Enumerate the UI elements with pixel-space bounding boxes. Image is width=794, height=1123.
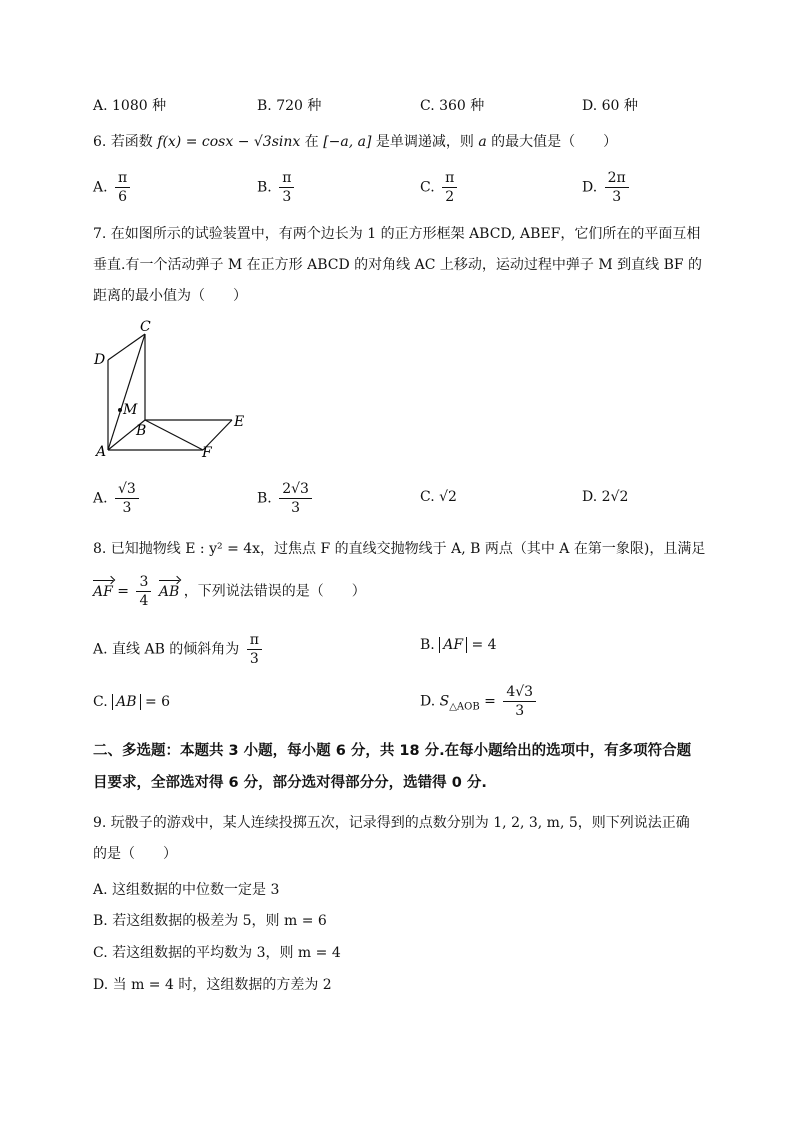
equals: =: [117, 583, 130, 600]
option-letter: D.: [582, 489, 598, 505]
option-letter: B.: [257, 490, 272, 507]
label-a: A: [96, 444, 107, 460]
q5-option-d: D. 60 种: [582, 98, 638, 114]
q6-stem: [93, 131, 617, 151]
label-f: F: [202, 445, 212, 461]
edge-dc: [108, 334, 145, 360]
numerator: √3: [115, 481, 139, 499]
denominator: 3: [291, 500, 301, 516]
q6-option-a: [93, 170, 133, 205]
option-value: = 4: [471, 637, 497, 653]
q7-figure: [90, 316, 260, 466]
option-letter: C.: [420, 489, 435, 505]
q8-option-d: [420, 684, 539, 719]
fraction: [136, 574, 151, 609]
numerator: 4√3: [503, 684, 536, 702]
q6-option-c: [420, 170, 460, 205]
q7-option-a: [93, 481, 142, 516]
denominator: 3: [612, 189, 622, 205]
option-value: = 6: [144, 694, 171, 710]
fraction: [115, 170, 130, 205]
q9-option-c: C. 若这组数据的平均数为 3，则 m = 4: [93, 945, 341, 961]
q6-interval: [−a, a]: [323, 134, 372, 150]
option-letter: A.: [93, 490, 108, 507]
numerator: π: [279, 170, 294, 188]
q7-option-d: [582, 489, 628, 505]
numerator: π: [442, 170, 457, 188]
denominator: 6: [118, 189, 128, 205]
denominator: 3: [515, 703, 525, 719]
denominator: 3: [282, 189, 292, 205]
q8-option-a: [93, 632, 265, 667]
q6-post: 是单调递减，则: [375, 134, 474, 150]
numerator: 3: [136, 574, 151, 592]
option-letter: B.: [420, 637, 435, 653]
q9-option-a: A. 这组数据的中位数一定是 3: [93, 882, 280, 898]
q9-stem: 9. 玩骰子的游戏中，某人连续投掷五次，记录得到的点数分别为 1, 2, 3, m, 5，则下列说法正确的是（ ）: [93, 815, 690, 862]
option-value: √2: [439, 489, 457, 505]
vector-af: AF: [93, 583, 113, 600]
vector-ab: AB: [158, 583, 180, 600]
option-letter: C.: [93, 694, 108, 710]
fraction: [115, 481, 139, 516]
q6-option-d: [582, 170, 632, 205]
denominator: 4: [139, 593, 149, 609]
label-c: C: [140, 319, 151, 335]
area-subscript: △AOB: [449, 701, 480, 713]
fraction: [503, 684, 536, 719]
q6-pre: 若函数: [110, 134, 153, 150]
option-letter: D.: [420, 693, 436, 710]
q6-function: f(x) = cosx − √3sinx: [157, 134, 301, 150]
q5-option-c: C. 360 种: [420, 98, 485, 114]
point-m: [118, 408, 122, 412]
q6-option-b: [257, 170, 297, 205]
absolute-value: AF: [439, 637, 467, 653]
label-d: D: [94, 352, 106, 368]
q8-option-b: [420, 637, 497, 653]
q6-var: a: [478, 134, 487, 150]
q8-stem-line2: [93, 574, 366, 609]
fraction: [247, 632, 262, 667]
q9-option-d: D. 当 m = 4 时，这组数据的方差为 2: [93, 977, 332, 993]
fraction: [279, 481, 312, 516]
q7-stem: 7. 在如图所示的试验装置中，有两个边长为 1 的正方形框架 ABCD, ABEF，它们所在的平面互相垂直.有一个活动弹子 M 在正方形 ABCD 的对角线 AC 上移动，运动过程中弹子 M 到直线 BF 的距离的最小值为（ ）: [93, 226, 703, 304]
q8-stem-line1: 8. 已知抛物线 E : y² = 4x，过焦点 F 的直线交抛物线于 A, B 两点（其中 A 在第一象限)，且满足: [93, 541, 706, 557]
fraction: [279, 170, 294, 205]
fraction: [605, 170, 629, 205]
q5-option-b: B. 720 种: [257, 98, 322, 114]
q7-option-c: [420, 489, 457, 505]
q6-tail: 的最大值是（ ）: [491, 134, 618, 150]
option-letter: C.: [420, 179, 435, 196]
numerator: π: [115, 170, 130, 188]
q6-mid: 在: [304, 134, 319, 150]
q6-number: 6.: [93, 134, 107, 150]
numerator: 2√3: [279, 481, 312, 499]
fraction: [442, 170, 457, 205]
denominator: 3: [249, 651, 259, 667]
numerator: π: [247, 632, 262, 650]
area-symbol: S: [439, 693, 450, 710]
label-b: B: [136, 423, 147, 439]
q8-tail: ，下列说法错误的是（ ）: [183, 583, 366, 600]
q5-option-a: A. 1080 种: [93, 98, 167, 114]
option-value: 2√2: [601, 489, 629, 505]
option-letter: A.: [93, 179, 108, 196]
denominator: 2: [445, 189, 455, 205]
denominator: 3: [122, 500, 132, 516]
option-letter: D.: [582, 179, 598, 196]
q8-option-c: [93, 694, 170, 710]
option-letter: B.: [257, 179, 272, 196]
absolute-value: AB: [112, 694, 140, 710]
equals: =: [484, 693, 496, 710]
section2-heading: 二、多选题：本题共 3 小题，每小题 6 分，共 18 分.在每小题给出的选项中，有多项符合题目要求，全部选对得 6 分，部分选对得部分分，选错得 0 分.: [93, 743, 692, 791]
q9-option-b: B. 若这组数据的极差为 5，则 m = 6: [93, 913, 327, 929]
numerator: 2π: [605, 170, 629, 188]
option-text: A. 直线 AB 的倾斜角为: [93, 641, 240, 658]
edge-bf: [145, 420, 203, 450]
label-e: E: [234, 414, 245, 430]
label-m: M: [123, 402, 138, 418]
q7-option-b: [257, 481, 315, 516]
